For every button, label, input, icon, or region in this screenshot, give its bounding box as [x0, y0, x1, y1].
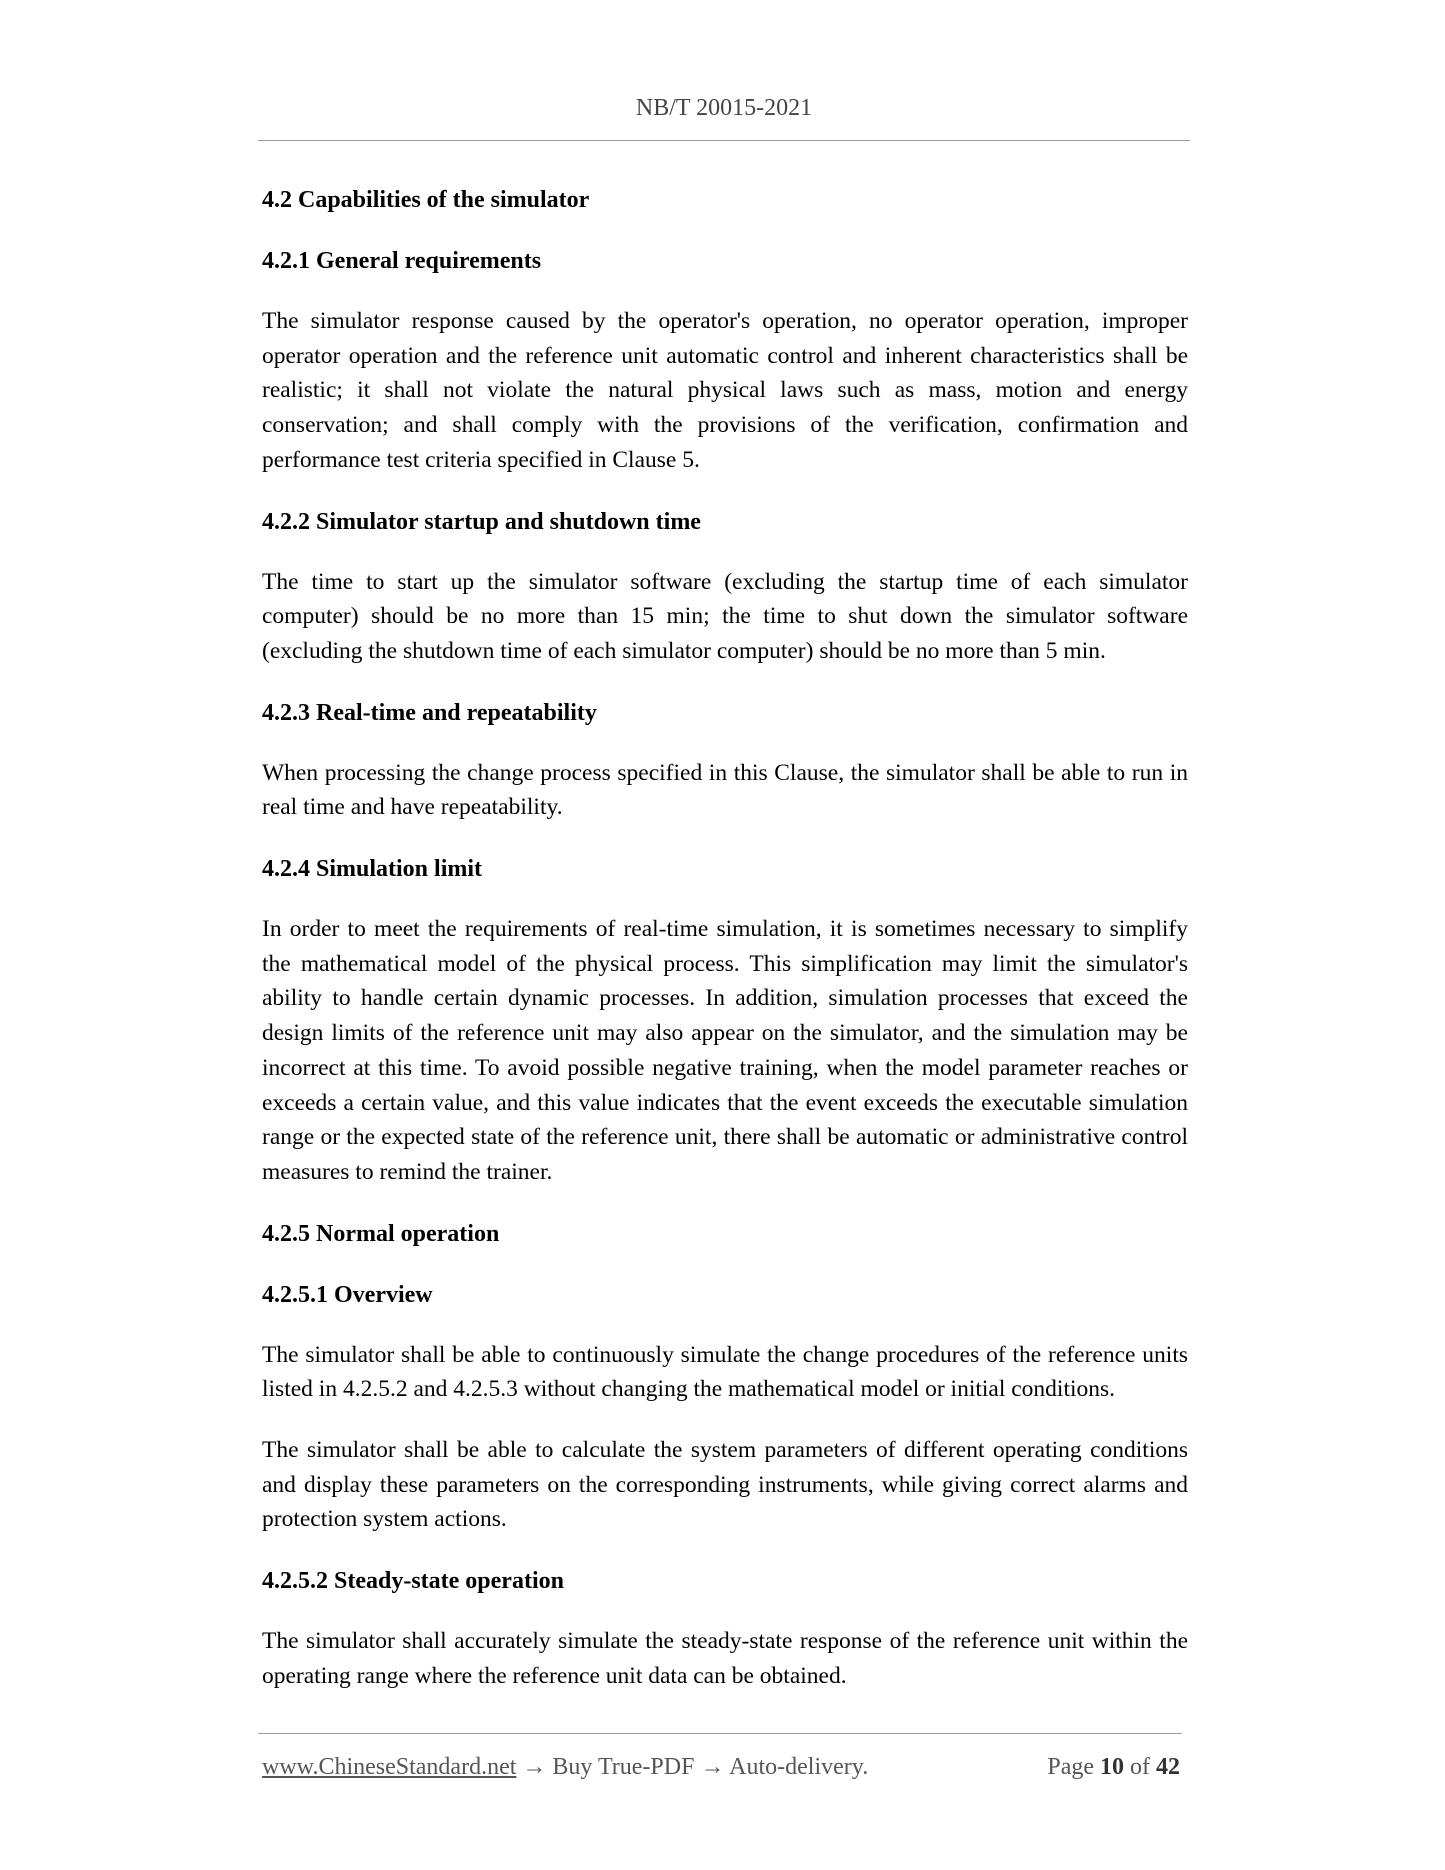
site-link[interactable]: www.ChineseStandard.net [262, 1754, 517, 1780]
page-number: 10 [1100, 1754, 1124, 1780]
paragraph-overview-1: The simulator shall be able to continuously simulate the change procedures of the reference units listed in 4.2.5.2 and 4.2.5.3 without changing the mathematical model or initial conditions. [262, 1341, 1188, 1403]
paragraph-steady-state: The simulator shall accurately simulate the steady-state response of the reference unit within the operating range where the reference unit data can be obtained. [262, 1628, 1188, 1689]
buy-pdf-text: Buy True-PDF [552, 1754, 695, 1780]
section-heading-4-2-2: 4.2.2 Simulator startup and shutdown time [262, 508, 701, 535]
section-heading-4-2-1: 4.2.1 General requirements [262, 248, 542, 274]
paragraph-overview-2: The simulator shall be able to calculate the system parameters of different operating conditions and display these parameters on the corresponding instruments, while giving correct alarms and protection system actions. [262, 1437, 1188, 1533]
section-heading-4-2-5-1: 4.2.5.1 Overview [262, 1281, 433, 1308]
paragraph-general-requirements: The simulator response caused by the operator's operation, no operator operation, improper operator operation and the reference unit automatic control and inherent characteristics shall be realistic; it shall not violate the natural physical laws such as mass, motion and energy conservation; and shall comply with the provisions of the verification, confirmation and performance test criteria specified in Clause 5. [262, 308, 1188, 473]
total-pages: 42 [1156, 1754, 1180, 1780]
paragraph-simulation-limit: In order to meet the requirements of real-time simulation, it is sometimes necessary to simplify the mathematical model of the physical process. This simplification may limit the simulator's ability to handle certain dynamic processes. In addition, simulation processes that exceed the design limits of the reference unit may also appear on the simulator, and the simulation may be incorrect at this time. To avoid possible negative training, when the model parameter reaches or exceeds a certain value, and this value indicates that the event exceeds the executable simulation range or the expected state of the reference unit, there shall be automatic or administrative control measures to remind the trainer. [262, 916, 1188, 1185]
section-heading-4-2-5-2: 4.2.5.2 Steady-state operation [262, 1568, 564, 1595]
of-label: of [1130, 1754, 1150, 1780]
section-heading-4-2-4: 4.2.4 Simulation limit [262, 856, 483, 883]
document-number-header: NB/T 20015-2021 [635, 95, 813, 121]
paragraph-startup-shutdown: The time to start up the simulator software (excluding the startup time of each simulator computer) should be no more than 15 min; the time to shut down the simulator software (excluding the shutdown time of each simulator computer) should be no more than 5 min. [262, 568, 1188, 664]
section-heading-4-2-5: 4.2.5 Normal operation [262, 1220, 500, 1247]
section-heading-4-2-3: 4.2.3 Real-time and repeatability [262, 699, 597, 726]
document-body [262, 182, 1188, 1720]
paragraph-real-time: When processing the change process specified in this Clause, the simulator shall be able to run in real time and have repeatability. [262, 759, 1188, 821]
footer-divider [258, 1733, 1182, 1734]
section-heading-4-2: 4.2 Capabilities of the simulator [262, 187, 590, 213]
arrow-right-icon: → [700, 1754, 725, 1780]
auto-delivery-text: Auto-delivery. [729, 1754, 869, 1780]
header-divider [258, 140, 1190, 141]
arrow-right-icon: → [522, 1754, 547, 1780]
page-label: Page [1047, 1754, 1094, 1780]
footer-purchase-info [262, 1750, 868, 1784]
page-counter [1047, 1750, 1180, 1784]
